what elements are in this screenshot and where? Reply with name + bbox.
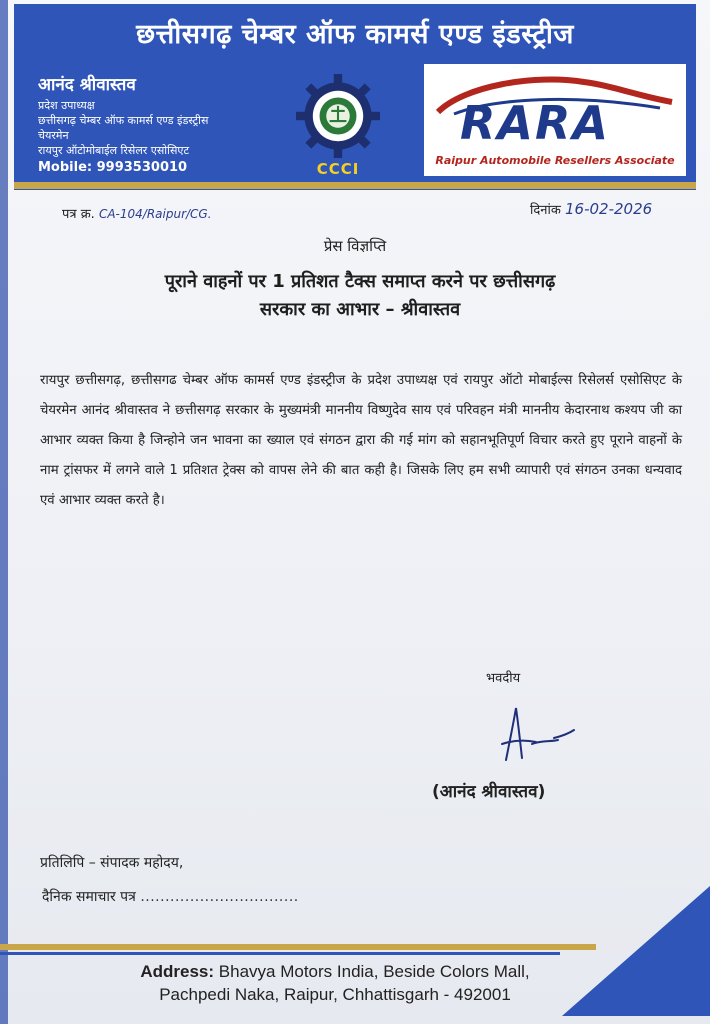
press-release-label: प्रेस विज्ञप्ति	[323, 237, 387, 255]
reference-value: CA-104/Raipur/CG.	[98, 207, 212, 221]
rara-logo	[424, 64, 686, 176]
rara-tagline: Raipur Automobile Resellers Associate	[435, 154, 675, 167]
date-label: दिनांक	[530, 203, 561, 218]
handwritten-signature	[492, 700, 582, 770]
ccci-logo	[292, 70, 384, 180]
organization-title: छत्तीसगढ़ चेम्बर ऑफ कामर्स एण्ड इंडस्ट्रीज	[136, 19, 574, 50]
footer-blue-rule	[0, 952, 560, 955]
footer-address	[70, 960, 600, 1006]
letter-date	[530, 200, 652, 218]
rara-wordmark: RARA	[460, 96, 611, 150]
newspaper-blank: ................................	[140, 889, 299, 905]
sender-mobile: Mobile: 9993530010	[38, 160, 188, 175]
signatory-name: (आनंद श्रीवास्तव)	[432, 782, 546, 802]
address-line-1	[70, 960, 600, 983]
address-text-1: Bhavya Motors India, Beside Colors Mall,	[218, 962, 530, 981]
sender-designation: प्रदेश उपाध्यक्ष	[38, 99, 95, 112]
reference-label: पत्र क्र.	[62, 207, 95, 222]
sender-name: आनंद श्रीवास्तव	[38, 75, 136, 95]
footer-gold-rule	[0, 944, 596, 950]
address-label: Address:	[140, 962, 215, 981]
ccci-label: CCCI	[316, 160, 360, 178]
newspaper-label: दैनिक समाचार पत्र	[42, 889, 136, 905]
copy-to-block	[40, 846, 299, 914]
left-edge-strip	[0, 0, 8, 1024]
headline	[40, 268, 680, 324]
sender-role: चेयरमेन	[38, 129, 69, 142]
headline-line-1: पूराने वाहनों पर 1 प्रतिशत टैक्स समाप्त करने पर छत्तीसगढ़	[164, 271, 556, 292]
body-paragraph: रायपुर छत्तीसगढ़, छत्तीसगढ चेम्बर ऑफ कामर्स एण्ड इंडस्ट्रीज के प्रदेश उपाध्यक्ष एवं रायपुर ऑटो मोबाईल्स रिसेलर्स एसोसिएट के चेयरमेन आनंद श्रीवास्तव ने छत्तीसगढ़ सरकार के मुख्यमंत्री माननीय विष्णुदेव साय एवं परिवहन मंत्री माननीय केदारनाथ कश्यप जी का आभार व्यक्त किया है जिन्होने जन भावना का ख्याल एवं संगठन द्वारा की गई मांग को सहानभूतिपूर्ण विचार करते हुए पूराने वाहनों के नाम ट्रांसफर में लगने वाले 1 प्रतिशत ट्रेक्स को वापस लेने की बात कही है। जिसके लिए हम सभी व्यापारी एवं संगठन उनका धन्यवाद एवं आभार व्यक्त करते है।	[40, 373, 682, 508]
letterhead-gold-rule	[14, 182, 696, 189]
headline-line-2: सरकार का आभार – श्रीवास्तव	[259, 299, 461, 320]
sender-association: रायपुर ऑटोमोबाईल रिसेलर एसोसिएट	[38, 144, 190, 157]
reference-number	[62, 204, 212, 222]
copy-to-line: प्रतिलिपि – संपादक महोदय,	[40, 855, 184, 871]
newspaper-line	[40, 880, 299, 914]
sender-block	[38, 72, 208, 175]
date-value: 16-02-2026	[564, 200, 653, 218]
sender-organization: छत्तीसगढ़ चेम्बर ऑफ कामर्स एण्ड इंडस्ट्रीस	[38, 114, 209, 127]
address-text-2: Pachpedi Naka, Raipur, Chhattisgarh - 492001	[159, 985, 511, 1004]
gear-emblem-icon	[296, 74, 380, 158]
closing-salutation: भवदीय	[486, 671, 521, 686]
